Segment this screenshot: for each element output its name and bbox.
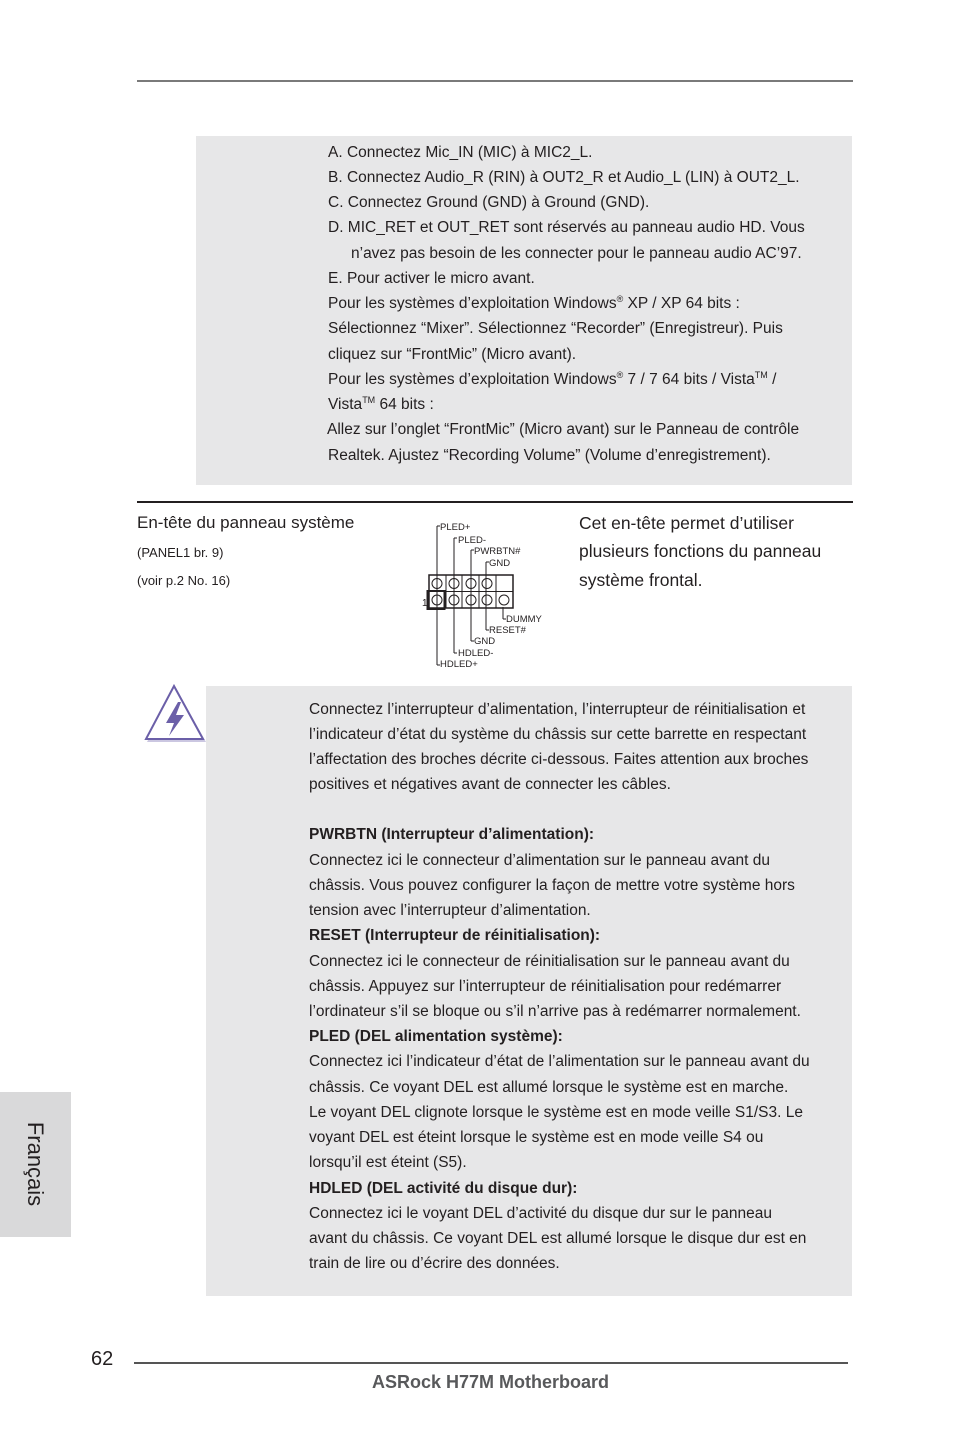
page-number: 62: [91, 1348, 114, 1370]
warning-note-line: Connectez ici l’indicateur d’état de l’alimentation sur le panneau avant du: [309, 1053, 810, 1070]
pin-label-gnd-bottom: GND: [474, 636, 496, 647]
top-rule: [137, 80, 853, 82]
warning-note-line: Connectez ici le connecteur d’alimentation sur le panneau avant du: [309, 852, 770, 869]
panel-header-title: En-tête du panneau système: [137, 513, 355, 532]
warning-note-line: l’indicateur d’état du système du châssis sur cette barrette en respectant: [309, 726, 807, 743]
audio-note-line: n’avez pas besoin de les connecter pour le panneau audio AC’97.: [351, 245, 802, 262]
audio-note-line: B. Connectez Audio_R (RIN) à OUT2_R et Audio_L (LIN) à OUT2_L.: [328, 169, 800, 186]
panel-header-pin-info: (PANEL1 br. 9): [137, 545, 224, 560]
audio-note-line: Vista™ 64 bits :: [328, 395, 434, 413]
audio-note-line: Pour les systèmes d’exploitation Windows® XP / XP 64 bits :: [328, 294, 740, 312]
warning-note-line: châssis. Appuyez sur l’interrupteur de réinitialisation pour redémarrer: [309, 978, 782, 995]
warning-note-line: l’ordinateur s’il se bloque ou s’il n’arrive pas à redémarrer normalement.: [309, 1003, 801, 1020]
warning-note-line: avant du châssis. Ce voyant DEL est allumé lorsque le disque dur est en: [309, 1230, 807, 1247]
pin-label-pled-minus: PLED-: [458, 535, 486, 546]
pin-label-hdled-plus: HDLED+: [440, 659, 478, 670]
pin-label-pled-plus: PLED+: [440, 522, 471, 533]
warning-note-line: lorsqu’il est éteint (S5).: [309, 1154, 467, 1171]
warning-note-heading: RESET (Interrupteur de réinitialisation):: [309, 927, 601, 944]
warning-note-line: Connectez ici le voyant DEL d’activité du disque dur sur le panneau: [309, 1205, 772, 1222]
panel-description-line-1: Cet en-tête permet d’utiliser: [579, 513, 794, 533]
warning-note-line: train de lire ou d’écrire des données.: [309, 1255, 560, 1272]
warning-note-line: châssis. Vous pouvez configurer la façon de mettre votre système hors: [309, 877, 795, 894]
audio-note-line: Allez sur l’onglet “FrontMic” (Micro avant) sur le Panneau de contrôle: [327, 421, 800, 438]
audio-note-line: C. Connectez Ground (GND) à Ground (GND).: [328, 194, 650, 211]
panel-description-line-3: système frontal.: [579, 570, 703, 590]
warning-note-line: Connectez l’interrupteur d’alimentation, l’interrupteur de réinitialisation et: [309, 701, 806, 718]
pin-label-hdled-minus: HDLED-: [458, 648, 494, 659]
footer-title: ASRock H77M Motherboard: [372, 1372, 610, 1392]
warning-note-line: Le voyant DEL clignote lorsque le système est en mode veille S1/S3. Le: [309, 1104, 803, 1121]
warning-note-heading: HDLED (DEL activité du disque dur):: [309, 1180, 578, 1197]
warning-note-line: voyant DEL est éteint lorsque le système est en mode veille S4 ou: [309, 1129, 764, 1146]
language-side-tab: [0, 1092, 71, 1237]
panel-pin-diagram: [418, 518, 553, 673]
audio-instructions-box: [196, 136, 852, 485]
audio-note-line: Sélectionnez “Mixer”. Sélectionnez “Recorder” (Enregistreur). Puis: [328, 320, 783, 337]
pin-label-pwrbtn: PWRBTN#: [474, 546, 521, 557]
audio-note-line: E. Pour activer le micro avant.: [328, 270, 535, 287]
audio-note-line: Realtek. Ajustez “Recording Volume” (Volume d’enregistrement).: [328, 447, 771, 464]
audio-note-line: cliquez sur “FrontMic” (Micro avant).: [328, 346, 577, 363]
audio-note-line: D. MIC_RET et OUT_RET sont réservés au panneau audio HD. Vous: [328, 219, 805, 236]
audio-note-line: Pour les systèmes d’exploitation Windows® 7 / 7 64 bits / Vista™ /: [328, 370, 777, 388]
panel-header-reference: (voir p.2 No. 16): [137, 573, 231, 588]
warning-note-line: Connectez ici le connecteur de réinitialisation sur le panneau avant du: [309, 953, 790, 970]
pin-label-dummy: DUMMY: [506, 614, 542, 625]
warning-note-line: positives et négatives avant de connecter les câbles.: [309, 776, 671, 793]
warning-note-heading: PLED (DEL alimentation système):: [309, 1028, 563, 1045]
footer-rule: [134, 1362, 848, 1364]
warning-note-line: tension avec l’interrupteur d’alimentation.: [309, 902, 591, 919]
section-rule: [137, 501, 853, 503]
pin-label-gnd-top: GND: [489, 558, 511, 569]
warning-note-line: l’affectation des broches décrite ci-dessous. Faites attention aux broches: [309, 751, 809, 768]
pin-one-label: 1: [422, 598, 428, 609]
pin-label-reset: RESET#: [489, 625, 526, 636]
warning-note-line: châssis. Ce voyant DEL est allumé lorsque le système est en marche.: [309, 1079, 789, 1096]
warning-icon: [143, 684, 209, 746]
language-tab-label: Français: [23, 1121, 48, 1207]
warning-instructions-box: [206, 686, 852, 1296]
warning-note-heading: PWRBTN (Interrupteur d’alimentation):: [309, 826, 595, 843]
panel-description-line-2: plusieurs fonctions du panneau: [579, 541, 822, 561]
audio-note-line: A. Connectez Mic_IN (MIC) à MIC2_L.: [328, 144, 593, 161]
